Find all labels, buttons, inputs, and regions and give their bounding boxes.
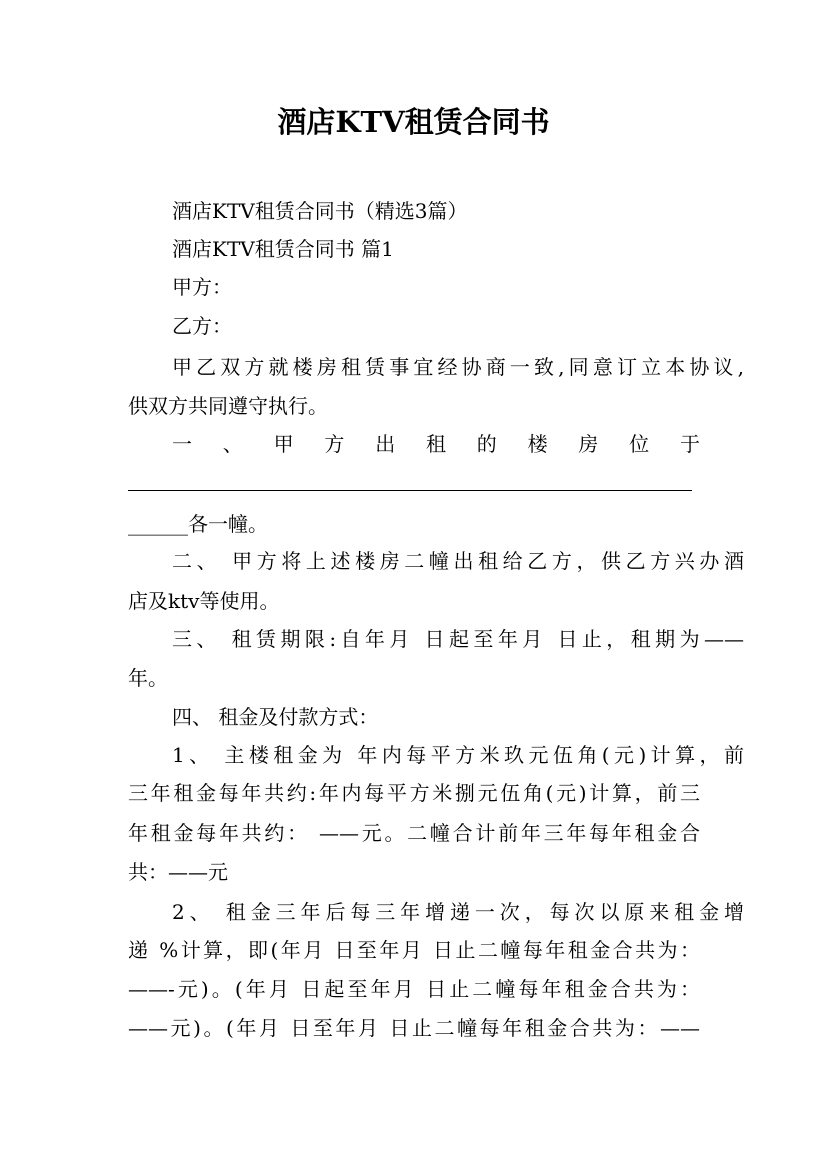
paragraph-line: 年租金每年共约： ——元。二幢合计前年三年每年租金合	[128, 821, 700, 845]
paragraph-line: 四、 租金及付款方式：	[172, 705, 379, 729]
paragraph-line: 三、 租赁期限:自年月 日起至年月 日止，租期为——	[172, 627, 744, 651]
party-a-line: 甲方：	[172, 275, 232, 299]
paragraph-line: ——-元)。(年月 日起至年月 日止二幢每年租金合共为：	[128, 977, 700, 1001]
paragraph-line: 店及ktv等使用。	[128, 589, 280, 613]
paragraph-line: 共：——元	[128, 860, 228, 884]
clause-char: 楼	[527, 432, 548, 456]
clause-char: 的	[476, 432, 497, 456]
clause-char: 房	[578, 432, 599, 456]
clause-char: 一	[172, 432, 192, 456]
paragraph-line: ——元)。(年月 日至年月 日止二幢每年租金合共为：——	[128, 1016, 700, 1040]
clause-char: 租	[425, 432, 446, 456]
clause-char: 方	[324, 432, 345, 456]
document-title: 酒店KTV租赁合同书	[277, 105, 550, 139]
paragraph-line: ______各一幢。	[128, 512, 268, 536]
paragraph-line: 甲乙双方就楼房租赁事宜经协商一致,同意订立本协议,	[172, 355, 744, 379]
paragraph-line: 递 %计算，即(年月 日至年月 日止二幢每年租金合共为：	[128, 938, 700, 962]
clause-char: 位	[629, 432, 650, 456]
paragraph-line: 年。	[128, 666, 168, 690]
paragraph-line: 供双方共同遵守执行。	[128, 394, 328, 418]
subtitle-line: 酒店KTV租赁合同书（精选3篇）	[172, 199, 468, 223]
section-heading: 酒店KTV租赁合同书 篇1	[172, 237, 394, 261]
party-b-line: 乙方：	[172, 314, 232, 338]
paragraph-line: 1、 主楼租金为 年内每平方米玖元伍角(元)计算，前	[172, 743, 744, 767]
clause-char: 、	[222, 432, 243, 456]
clause-char: 出	[375, 432, 396, 456]
clause-char: 甲	[273, 432, 294, 456]
blank-fill-line	[128, 490, 692, 491]
clause-one-line	[172, 425, 700, 463]
paragraph-line: 二、 甲方将上述楼房二幢出租给乙方，供乙方兴办酒	[172, 549, 744, 573]
paragraph-line: 三年租金每年共约:年内每平方米捌元伍角(元)计算，前三	[128, 781, 700, 805]
paragraph-line: 2、 租金三年后每三年增递一次，每次以原来租金增	[172, 900, 744, 924]
clause-char: 于	[679, 432, 700, 456]
